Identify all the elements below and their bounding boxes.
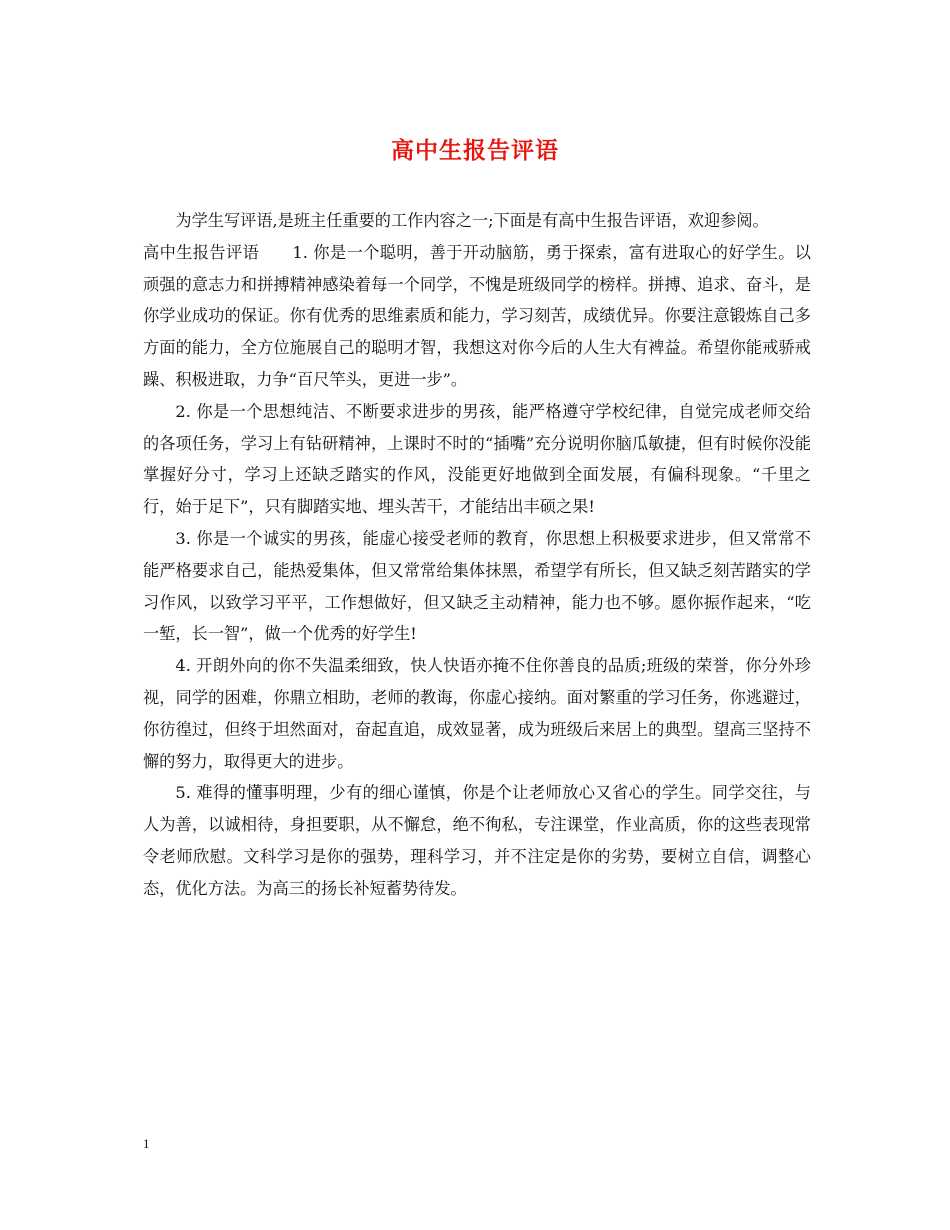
intro-paragraph: 为学生写评语,是班主任重要的工作内容之一;下面是有高中生报告评语，欢迎参阅。 [175, 211, 769, 230]
comment-paragraph-4: 4. 开朗外向的你不失温柔细致，快人快语亦掩不住你善良的品质;班级的荣誉，你分外珍视，同学的困难，你鼎立相助，老师的教诲，你虚心接纳。面对繁重的学习任务，你逃避过，你彷徨过，但终于坦然面对，奋起直追，成效显著，成为班级后来居上的典型。望高三坚持不懈的努力，取得更大的进步。 [143, 656, 811, 771]
page-number: 1 [143, 1136, 150, 1151]
comment-paragraph-3: 3. 你是一个诚实的男孩，能虚心接受老师的教育，你思想上积极要求进步，但又常常不能严格要求自己，能热爱集体，但又常常给集体抹黑，希望学有所长，但又缺乏刻苦踏实的学习作风，以致学习平平，工作想做好，但又缺乏主动精神，能力也不够。愿你振作起来，“吃一堑，长一智”，做一个优秀的好学生! [143, 528, 811, 644]
comment-paragraph-2: 2. 你是一个思想纯洁、不断要求进步的男孩，能严格遵守学校纪律，自觉完成老师交给的各项任务，学习上有钻研精神，上课时不时的“插嘴”充分说明你脑瓜敏捷，但有时候你没能掌握好分寸，学习上还缺乏踏实的作风，没能更好地做到全面发展，有偏科现象。“千里之行，始于足下”，只有脚踏实地、埋头苦干，才能结出丰硕之果! [143, 401, 811, 517]
document-title: 高中生报告评语 [391, 137, 559, 164]
comment-paragraph-1: 高中生报告评语 1. 你是一个聪明，善于开动脑筋，勇于探索，富有进取心的好学生。以顽强的意志力和拼搏精神感染着每一个同学，不愧是班级同学的榜样。拼搏、追求、奋斗，是你学业成功的保证。你有优秀的思维素质和能力，学习刻苦，成绩优异。你要注意锻炼自己多方面的能力，全方位施展自己的聪明才智，我想这对你今后的人生大有裨益。希望你能戒骄戒躁、积极进取，力争“百尺竿头，更进一步”。 [143, 242, 811, 389]
document-body [143, 205, 811, 905]
comment-paragraph-5: 5. 难得的懂事明理，少有的细心谨慎，你是个让老师放心又省心的学生。同学交往，与人为善，以诚相待，身担要职，从不懈怠，绝不徇私，专注课堂，作业高质，你的这些表现常令老师欣慰。文科学习是你的强势，理科学习，并不注定是你的劣势，要树立自信，调整心态，优化方法。为高三的扬长补短蓄势待发。 [143, 783, 811, 898]
